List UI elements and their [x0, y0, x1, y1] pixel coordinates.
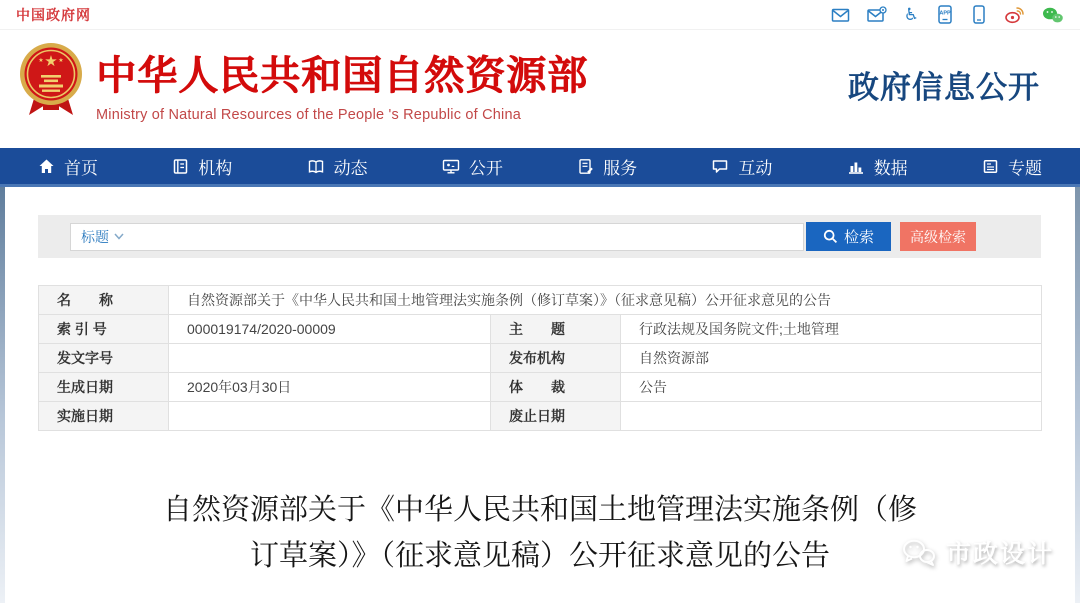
table-row — [39, 402, 1042, 431]
nav-label: 公开 — [468, 158, 503, 178]
meta-label-topic: 主 题 — [491, 315, 621, 344]
data-icon — [847, 158, 865, 175]
search-input-wrap — [70, 223, 804, 251]
meta-label-created: 生成日期 — [39, 373, 169, 402]
meta-value-name: 自然资源部关于《中华人民共和国土地管理法实施条例（修订草案）》（征求意见稿）公开征求意见的公告 — [169, 286, 1042, 315]
nav-label: 互动 — [738, 158, 773, 178]
table-row — [39, 373, 1042, 402]
meta-label-index: 索 引 号 — [39, 315, 169, 344]
mail-subscribe-icon[interactable] — [867, 6, 887, 24]
nav-label: 机构 — [198, 158, 233, 178]
meta-label-docnum: 发文字号 — [39, 344, 169, 373]
topbar-icon-group — [831, 5, 1064, 24]
mobile-icon[interactable] — [971, 5, 987, 24]
mail-icon[interactable] — [831, 6, 850, 24]
search-icon — [823, 229, 838, 244]
topics-icon — [982, 158, 999, 175]
meta-value-created: 2020年03月30日 — [169, 373, 491, 402]
svg-text:APP: APP — [939, 10, 951, 17]
search-button-label: 检索 — [843, 229, 874, 246]
service-icon — [577, 158, 594, 175]
table-row — [39, 286, 1042, 315]
meta-label-effective: 实施日期 — [39, 402, 169, 431]
meta-label-repeal: 废止日期 — [491, 402, 621, 431]
meta-label-name: 名 称 — [39, 286, 169, 315]
svg-text:★: ★ — [38, 58, 44, 64]
ministry-title-en: Ministry of Natural Resources of the People 's Republic of China — [96, 107, 521, 123]
advanced-search-button[interactable] — [900, 222, 976, 251]
svg-text:★: ★ — [58, 58, 64, 64]
accessibility-icon[interactable]: ♿ — [903, 5, 919, 24]
table-row — [39, 315, 1042, 344]
top-utility-bar — [0, 0, 1080, 30]
wechat-icon[interactable] — [1042, 6, 1064, 24]
site-header — [0, 30, 1080, 148]
meta-value-repeal — [621, 402, 1042, 431]
nav-item-service[interactable] — [577, 154, 637, 179]
ministry-title-block — [96, 44, 588, 123]
document-metadata-table — [38, 285, 1042, 431]
weibo-icon[interactable] — [1004, 5, 1025, 24]
nav-item-disclosure[interactable] — [442, 154, 503, 179]
article-title: 自然资源部关于《中华人民共和国土地管理法实施条例（修订草案）》（征求意见稿）公开征求意见的公告 — [162, 494, 917, 572]
search-panel — [38, 215, 1041, 258]
table-row — [39, 344, 1042, 373]
svg-text:★: ★ — [44, 53, 58, 70]
advanced-search-label: 高级检索 — [910, 228, 966, 245]
wechat-watermark-icon — [902, 538, 936, 566]
nav-label: 专题 — [1007, 158, 1042, 178]
watermark-text: 市政设计 — [945, 540, 1054, 568]
search-field-selector[interactable] — [81, 227, 124, 247]
nav-item-news[interactable] — [307, 154, 368, 179]
primary-nav — [0, 148, 1080, 187]
nav-label: 首页 — [64, 158, 98, 178]
content-area — [0, 187, 1080, 603]
gov-portal-link[interactable]: 中国政府网 — [16, 6, 91, 23]
meta-label-genre: 体 裁 — [491, 373, 621, 402]
news-icon — [307, 158, 325, 175]
meta-value-genre: 公告 — [621, 373, 1042, 402]
nav-label: 动态 — [333, 158, 368, 178]
meta-value-index: 000019174/2020-00009 — [169, 315, 491, 344]
gov-info-disclosure-title: 政府信息公开 — [848, 70, 1040, 105]
nav-item-org[interactable] — [172, 154, 232, 179]
nav-item-interaction[interactable] — [711, 154, 772, 179]
nav-label: 服务 — [603, 158, 638, 178]
ministry-title-cn: 中华人民共和国自然资源部 — [96, 54, 588, 98]
page-right-edge — [1075, 187, 1080, 603]
watermark — [902, 534, 1054, 570]
meta-value-effective — [169, 402, 491, 431]
page-left-edge — [0, 187, 5, 603]
meta-label-issuer: 发布机构 — [491, 344, 621, 373]
meta-value-issuer: 自然资源部 — [621, 344, 1042, 373]
nav-item-home[interactable] — [38, 154, 98, 179]
org-icon — [172, 158, 189, 175]
search-button[interactable] — [806, 222, 891, 251]
meta-value-topic: 行政法规及国务院文件;土地管理 — [621, 315, 1042, 344]
field-selector-label: 标题 — [81, 228, 109, 245]
chevron-down-icon — [114, 233, 124, 240]
app-icon[interactable] — [936, 5, 954, 24]
nav-item-data[interactable] — [847, 154, 908, 179]
national-emblem-logo — [18, 42, 84, 125]
home-icon — [38, 158, 55, 175]
meta-value-docnum — [169, 344, 491, 373]
nav-item-topics[interactable] — [982, 154, 1042, 179]
search-input[interactable] — [130, 224, 793, 250]
interaction-icon — [711, 158, 729, 175]
nav-label: 数据 — [873, 158, 908, 178]
disclosure-icon — [442, 158, 460, 175]
